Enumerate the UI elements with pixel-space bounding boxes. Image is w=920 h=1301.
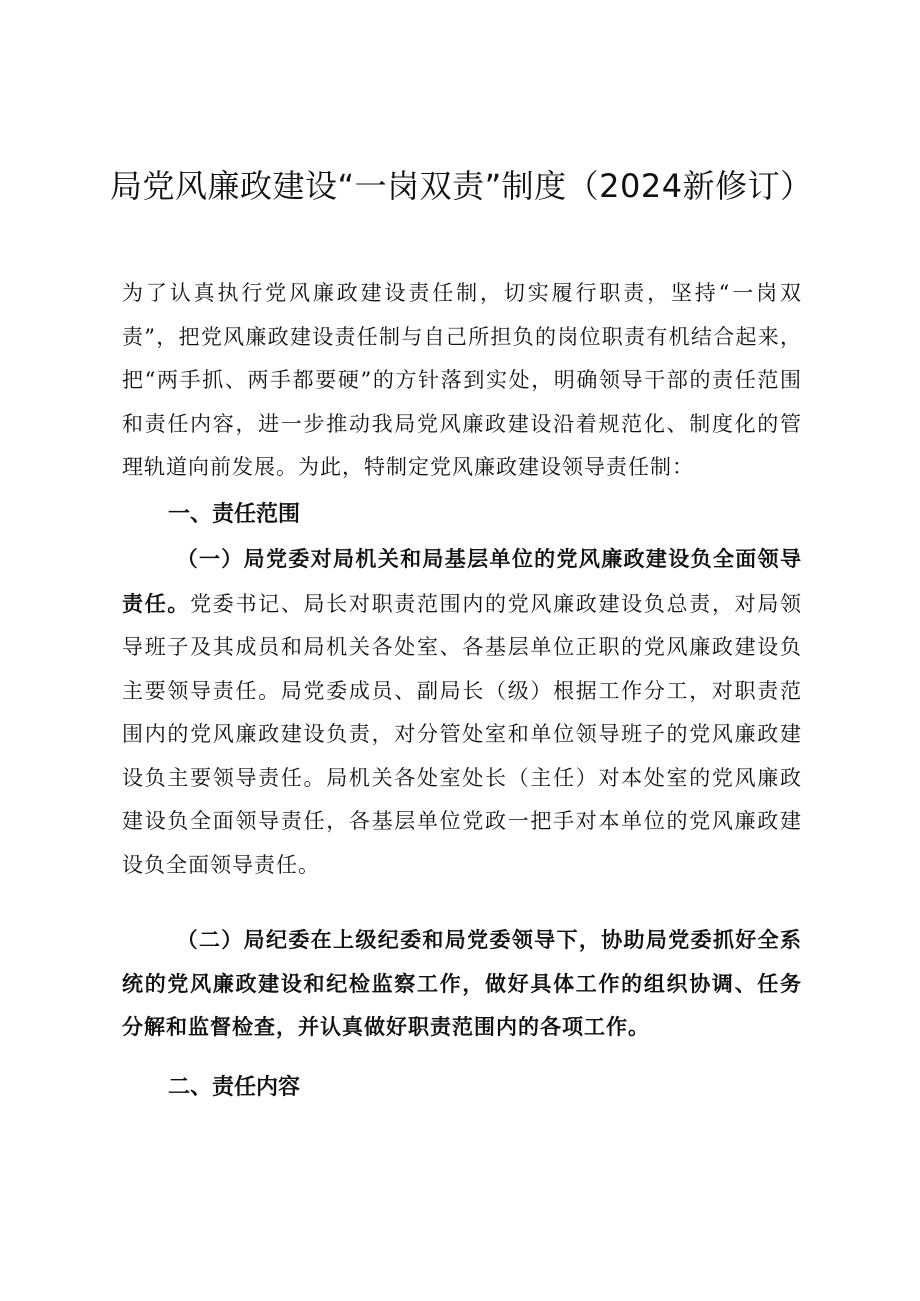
scope-item-1 — [122, 537, 802, 887]
scope-item-2: （二）局纪委在上级纪委和局党委领导下，协助局党委抓好全系统的党风廉政建设和纪检监察工作，做好具体工作的组织协调、任务分解和监督检查，并认真做好职责范围内的各项工作。 — [122, 927, 802, 1039]
document-title: 局党风廉政建设“一岗双责”制度（2024新修订） — [110, 167, 813, 205]
intro-paragraph: 为了认真执行党风廉政建设责任制，切实履行职责，坚持“一岗双责”，把党风廉政建设责任制与自己所担负的岗位职责有机结合起来，把“两手抓、两手都要硬”的方针落到实处，明确领导干部的责任范围和责任内容，进一步推动我局党风廉政建设沿着规范化、制度化的管理轨道向前发展。为此，特制定党风廉政建设领导责任制： — [122, 281, 802, 479]
scope-item-1-body: 党委书记、局长对职责范围内的党风廉政建设负总责，对局领导班子及其成员和局机关各处室、各基层单位正职的党风廉政建设负主要领导责任。局党委成员、副局长（级）根据工作分工，对职责范围内的党风廉政建设负责，对分管处室和单位领导班子的党风廉政建设负主要领导责任。局机关各处室处长（主任）对本处室的党风廉政建设负全面领导责任，各基层单位党政一把手对本单位的党风廉政建设负全面领导责任。 — [122, 591, 803, 877]
scope-item-1-lead: （一）局党委对局机关和局基层单位的党风廉政建设负全面领导责任。 — [122, 546, 802, 616]
section-heading-scope: 一、责任范围 — [168, 502, 301, 527]
section-heading-content: 二、责任内容 — [168, 1075, 301, 1100]
